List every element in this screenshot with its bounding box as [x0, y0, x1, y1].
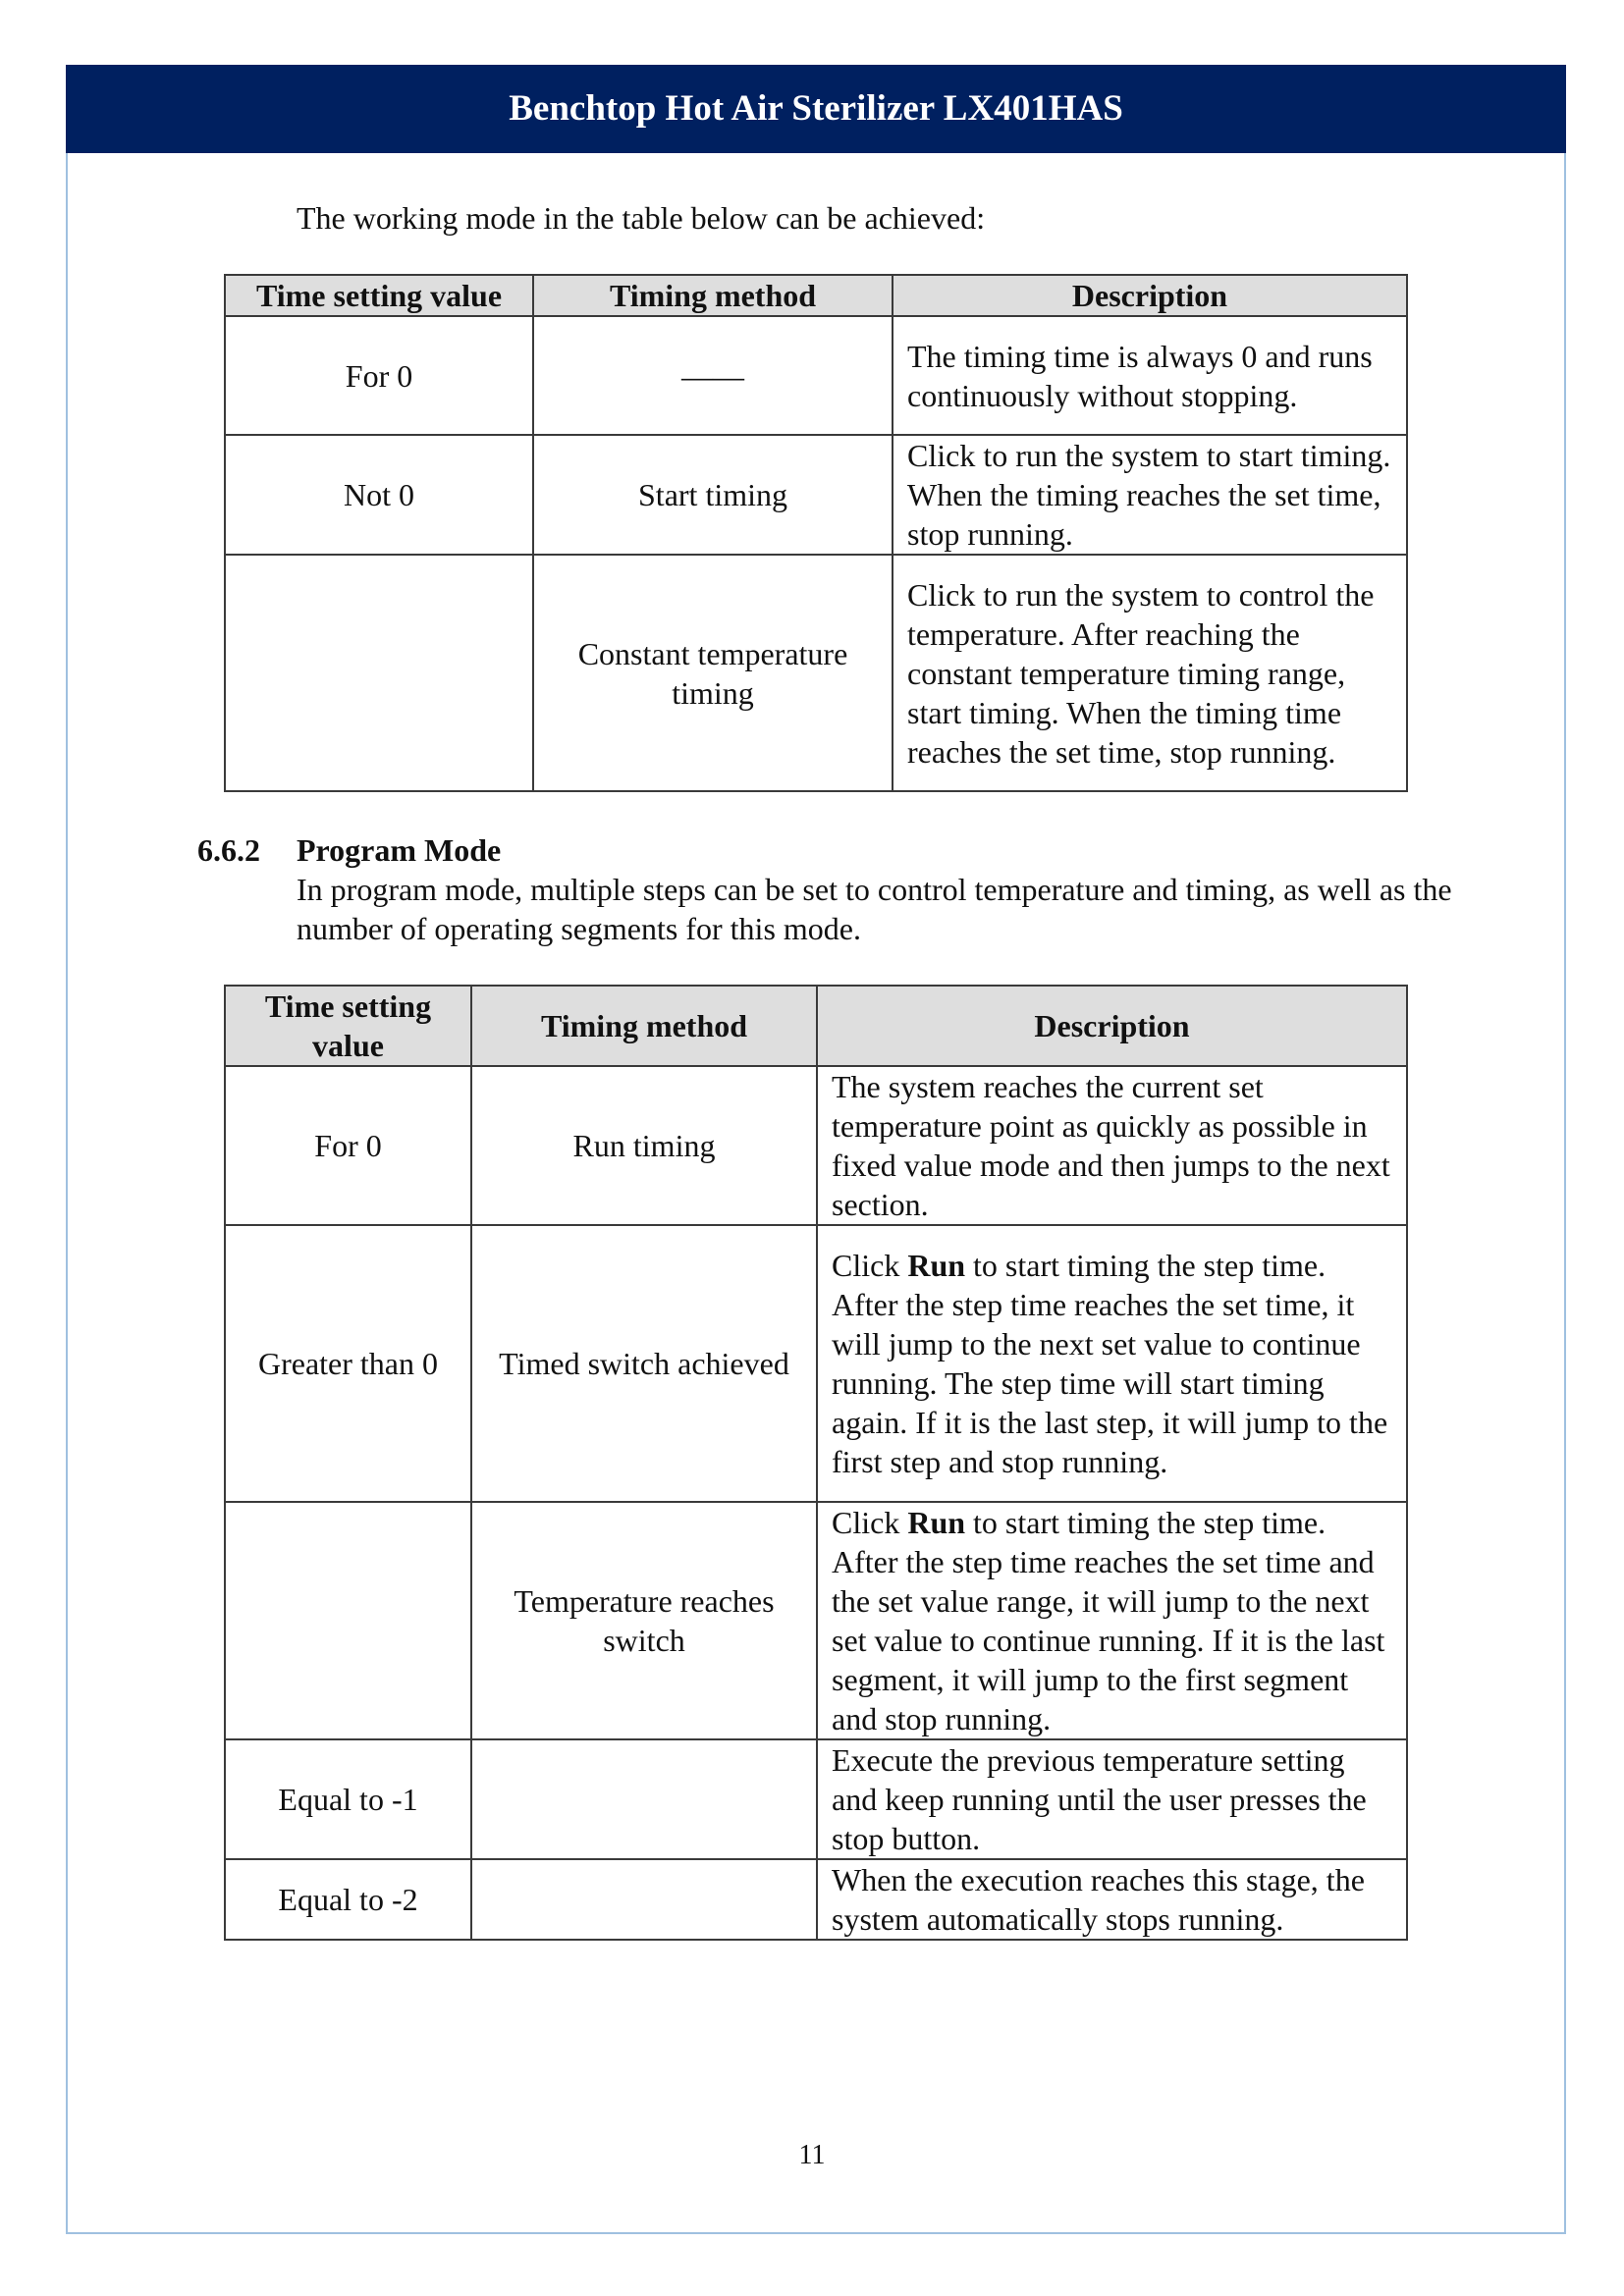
desc-text: Click	[832, 1248, 908, 1283]
table-row	[225, 1739, 1407, 1859]
cell-value: For 0	[225, 316, 533, 435]
cell-description: The timing time is always 0 and runs continuously without stopping.	[893, 316, 1407, 435]
header-timing-method: Timing method	[533, 275, 893, 316]
cell-value: Greater than 0	[225, 1225, 471, 1502]
working-mode-table	[224, 274, 1408, 792]
cell-value	[225, 555, 533, 791]
desc-text: to start timing the step time. After the step time reaches the set time, it will jump to the next set value to continue running. The step time will start timing again. If it is the last step, it will jump to the first step and stop running.	[832, 1248, 1388, 1479]
table-header-row	[225, 275, 1407, 316]
program-mode-table	[224, 985, 1408, 1941]
cell-description: The system reaches the current set temperature point as quickly as possible in fixed value mode and then jumps to the next section.	[817, 1066, 1407, 1225]
document-header: Benchtop Hot Air Sterilizer LX401HAS	[66, 65, 1566, 153]
cell-description: Click to run the system to start timing. When the timing reaches the set time, stop running.	[893, 435, 1407, 555]
table-row	[225, 1225, 1407, 1502]
cell-value: Equal to -1	[225, 1739, 471, 1859]
table-row	[225, 1502, 1407, 1739]
header-time-setting: Time setting value	[225, 275, 533, 316]
header-description: Description	[817, 986, 1407, 1066]
cell-value	[225, 1502, 471, 1739]
cell-description: Click to run the system to control the temperature. After reaching the constant temperature timing range, start timing. When the timing time reaches the set time, stop running.	[893, 555, 1407, 791]
cell-method: Run timing	[471, 1066, 817, 1225]
cell-method	[471, 1739, 817, 1859]
cell-description: Execute the previous temperature setting and keep running until the user presses the stop button.	[817, 1739, 1407, 1859]
desc-text: to start timing the step time. After the step time reaches the set time and the set value range, it will jump to the next set value to continue running. If it is the last segment, it will jump to the first segment and stop running.	[832, 1505, 1385, 1736]
run-keyword: Run	[907, 1505, 966, 1540]
header-timing-method: Timing method	[471, 986, 817, 1066]
table-header-row	[225, 986, 1407, 1066]
table-row	[225, 1066, 1407, 1225]
run-keyword: Run	[907, 1248, 966, 1283]
section-body: In program mode, multiple steps can be set to control temperature and timing, as well as the number of operating segments for this mode.	[297, 872, 1452, 946]
cell-description	[817, 1225, 1407, 1502]
cell-value: Equal to -2	[225, 1859, 471, 1940]
header-time-setting: Time setting value	[225, 986, 471, 1066]
cell-value: For 0	[225, 1066, 471, 1225]
table-row	[225, 555, 1407, 791]
intro-text: The working mode in the table below can be achieved:	[297, 200, 986, 236]
cell-method: Timed switch achieved	[471, 1225, 817, 1502]
cell-method: Temperature reaches switch	[471, 1502, 817, 1739]
cell-method: Constant temperature timing	[533, 555, 893, 791]
section-number: 6.6.2	[197, 832, 260, 868]
cell-description	[817, 1502, 1407, 1739]
desc-text: Click	[832, 1505, 908, 1540]
cell-value: Not 0	[225, 435, 533, 555]
cell-method: Start timing	[533, 435, 893, 555]
table-row	[225, 1859, 1407, 1940]
page-number: 11	[798, 2140, 826, 2170]
header-description: Description	[893, 275, 1407, 316]
table-row	[225, 435, 1407, 555]
cell-method: ——	[533, 316, 893, 435]
table-row	[225, 316, 1407, 435]
cell-description: When the execution reaches this stage, the system automatically stops running.	[817, 1859, 1407, 1940]
section-title: Program Mode	[297, 832, 502, 868]
cell-method	[471, 1859, 817, 1940]
